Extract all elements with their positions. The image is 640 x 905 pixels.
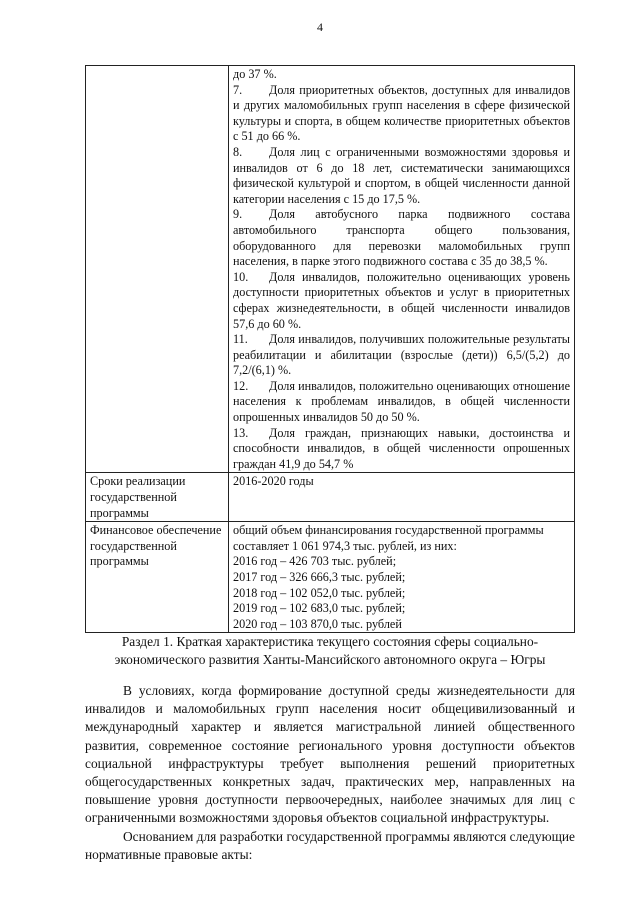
target-item xyxy=(233,270,570,332)
target-item xyxy=(233,332,570,379)
target-item xyxy=(233,379,570,426)
page-number: 4 xyxy=(317,20,323,34)
financing-value-cell xyxy=(229,522,575,633)
section-body xyxy=(85,682,575,864)
timeline-label: Сроки реализации государственной программы xyxy=(86,473,229,522)
target-text: Доля автобусного парка подвижного состава автомобильного транспорта общего пользования, оборудованного для перевозки маломобильных групп населения, в парке этого подвижного состава с 35 до 38,5 %. xyxy=(233,207,570,269)
timeline-row xyxy=(86,473,575,522)
target-text: Доля инвалидов, положительно оценивающих отношение населения к проблемам инвалидов, в общей численности опрошенных инвалидов 50 до 50 %. xyxy=(233,378,570,425)
financing-year: 2020 год – 103 870,0 тыс. рублей xyxy=(233,616,402,631)
target-number: 8. xyxy=(233,144,243,159)
financing-year: 2019 год – 102 683,0 тыс. рублей; xyxy=(233,601,406,616)
financing-label: Финансовое обеспечение государственной программы xyxy=(86,522,229,633)
target-number: 10. xyxy=(233,269,249,284)
financing-year: 2018 год – 102 052,0 тыс. рублей; xyxy=(233,585,406,600)
targets-continuation: до 37 %. xyxy=(233,67,277,81)
targets-label-cell xyxy=(86,66,229,473)
program-passport-table xyxy=(85,65,575,633)
financing-intro: общий объем финансирования государственной программы составляет 1 061 974,3 тыс. рублей, из них: xyxy=(233,523,544,553)
target-item xyxy=(233,207,570,269)
target-number: 7. xyxy=(233,82,243,97)
target-item xyxy=(233,426,570,473)
target-text: Доля инвалидов, получивших положительные результаты реабилитации и абилитации (взрослые (дети)) 6,5/(5,2) до 7,2/(6,1) %. xyxy=(233,332,570,378)
target-number: 12. xyxy=(233,378,249,393)
target-text: Доля приоритетных объектов, доступных для инвалидов и других маломобильных групп населения в сфере физической культуры и спорта, в общем количестве приоритетных объектов с 51 до 66 %. xyxy=(233,82,570,144)
target-text: Доля лиц с ограниченными возможностями здоровья и инвалидов от 6 до 18 лет, систематически занимающихся физической культурой и спортом, в общей численности данной категории населения с 15 до 17,5 %. xyxy=(233,144,570,206)
targets-value-cell xyxy=(229,66,575,473)
target-number: 13. xyxy=(233,425,249,440)
target-number: 11. xyxy=(233,332,248,347)
section-heading: Раздел 1. Краткая характеристика текущего состояния сферы социально-экономического развития Ханты-Мансийского автономного округа – Югры xyxy=(114,634,546,667)
financing-year: 2017 год – 326 666,3 тыс. рублей; xyxy=(233,570,406,584)
financing-row xyxy=(86,522,575,633)
target-item xyxy=(233,83,570,145)
body-paragraph: Основанием для разработки государственной программы являются следующие нормативные правовые акты: xyxy=(85,828,575,862)
target-number: 9. xyxy=(233,207,243,222)
body-paragraph: В условиях, когда формирование доступной среды жизнедеятельности для инвалидов и маломобильных групп населения носит общецивилизованный и международный характер и является магистральной линией общественного развития, современное состояние регионального уровня доступности объектов социальной инфраструктуры требует выполнения решений приоритетных общегосударственных конкретных задач, практических мер, направленных на повышение уровня доступности первоочередных, наиболее значимых для лиц с ограниченными возможностями здоровья объектов социальной инфраструктуры. xyxy=(85,683,575,826)
target-text: Доля граждан, признающих навыки, достоинства и способности инвалидов, в общей численности опрошенных граждан 41,9 до 54,7 % xyxy=(233,425,570,471)
financing-year: 2016 год – 426 703 тыс. рублей; xyxy=(233,554,397,569)
target-item xyxy=(233,145,570,207)
target-text: Доля инвалидов, положительно оценивающих уровень доступности приоритетных объектов и услуг в приоритетных сферах жизнедеятельности, в общей численности инвалидов 57,6 до 60 %. xyxy=(233,269,570,331)
timeline-value: 2016-2020 годы xyxy=(229,473,575,522)
targets-row xyxy=(86,66,575,473)
